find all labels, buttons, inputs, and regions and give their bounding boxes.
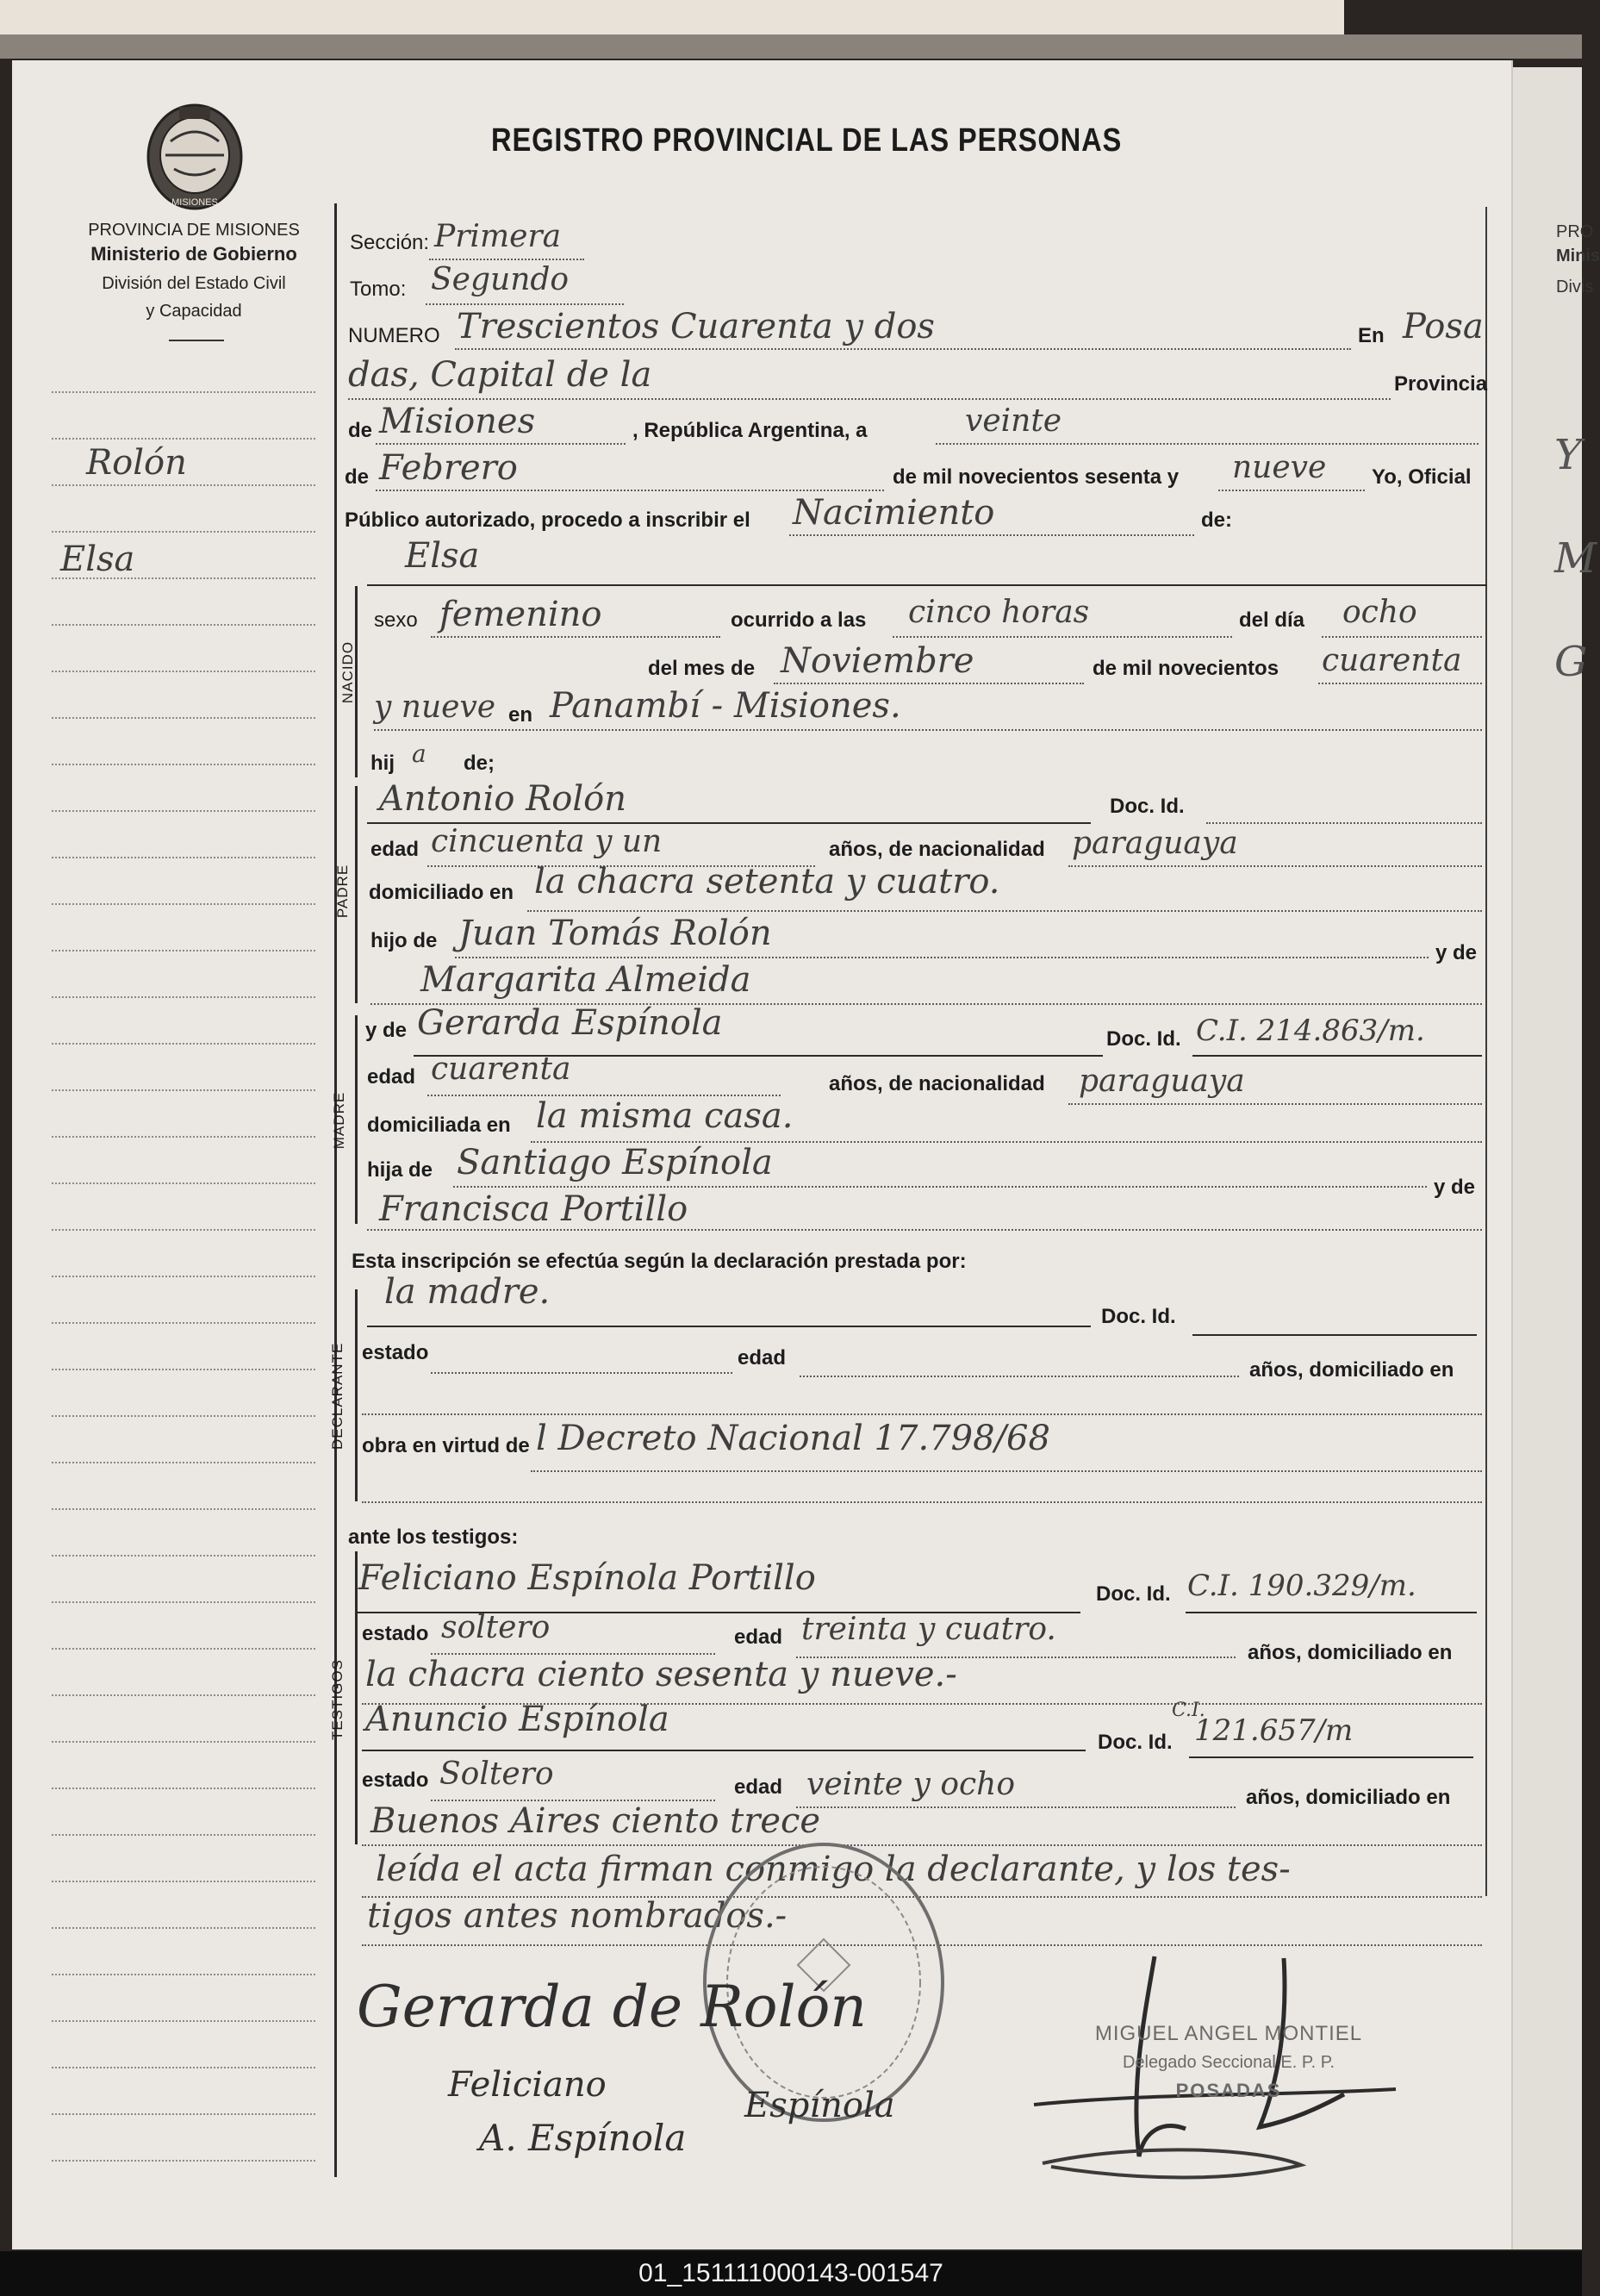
- declarante-dom-label: años, domiciliado en: [1249, 1358, 1454, 1382]
- padre-dom-label: domiciliado en: [369, 881, 514, 904]
- hij-label: hij: [370, 752, 395, 775]
- org-division-2: y Capacidad: [146, 302, 242, 321]
- testigo2-line: [362, 1750, 1086, 1751]
- margin-ruled-line: [52, 391, 315, 393]
- column-divider: [334, 203, 337, 2177]
- nacido-side-label: NACIDO: [339, 640, 356, 704]
- sexo-label: sexo: [374, 608, 418, 632]
- org-ministry: Ministerio de Gobierno: [90, 243, 297, 265]
- padre-nac-label: años, de nacionalidad: [829, 838, 1045, 861]
- margin-ruled-line: [52, 624, 315, 626]
- dia-value: veinte: [965, 403, 1062, 439]
- seccion-value: Primera: [434, 219, 562, 254]
- abuelo-paterno-line: [455, 957, 1429, 958]
- margin-ruled-line: [52, 1741, 315, 1743]
- margin-ruled-line: [52, 1462, 315, 1463]
- testigo1-nombre: Feliciano Espínola Portillo: [358, 1558, 816, 1598]
- testigo2-domicilio: Buenos Aires ciento trece: [370, 1801, 821, 1841]
- abuela-paterna: Margarita Almeida: [420, 960, 751, 1000]
- testigo2-doc: 121.657/m: [1194, 1713, 1354, 1748]
- next-page-hand-3: G: [1554, 638, 1588, 686]
- margin-ruled-line: [52, 531, 315, 533]
- margin-ruled-line: [52, 1648, 315, 1650]
- margin-ruled-line: [52, 1927, 315, 1929]
- margin-ruled-line: [52, 1415, 315, 1417]
- padre-edad: cincuenta y un: [431, 824, 663, 859]
- dia-line: [936, 443, 1479, 445]
- nombre-line: [367, 584, 1487, 586]
- margin-ruled-line: [52, 1276, 315, 1277]
- padre-nac-line: [1068, 865, 1482, 867]
- nombre-value: Elsa: [405, 536, 480, 576]
- margin-ruled-line: [52, 950, 315, 951]
- testigo1-doc-label: Doc. Id.: [1096, 1582, 1171, 1606]
- lugar-line: [374, 729, 1482, 731]
- testigos-side-label: TESTIGOS: [329, 1659, 346, 1740]
- testigo2-estado-label: estado: [362, 1769, 429, 1792]
- next-page-text-1: PRO: [1556, 222, 1594, 241]
- anio-nac-value: cuarenta: [1322, 643, 1462, 678]
- madre-doc-label: Doc. Id.: [1106, 1027, 1181, 1051]
- madre-nombre: Gerarda Espínola: [417, 1003, 723, 1043]
- signature-declarante: Gerarda de Rolón: [357, 1974, 867, 2040]
- abuelo-materno-line: [453, 1186, 1427, 1188]
- margin-ruled-line: [52, 1369, 315, 1370]
- seccion-line: [429, 259, 584, 260]
- org-divider: [169, 340, 224, 341]
- declarante-doc-label: Doc. Id.: [1101, 1305, 1176, 1328]
- margin-ruled-line: [52, 857, 315, 858]
- padre-nombre: Antonio Rolón: [379, 779, 626, 819]
- margin-ruled-line: [52, 1694, 315, 1696]
- del-dia-label: del día: [1239, 608, 1305, 632]
- testigo2-edad-line: [796, 1806, 1236, 1808]
- padre-doc-label: Doc. Id.: [1110, 795, 1185, 818]
- margin-given-name: Elsa: [60, 540, 135, 579]
- abuelo-paterno: Juan Tomás Rolón: [458, 914, 772, 953]
- testigo2-doc-prefix: C.I.: [1172, 1700, 1205, 1721]
- de-colon-label: de:: [1201, 508, 1232, 532]
- margin-ruled-line: [52, 810, 315, 812]
- tomo-label: Tomo:: [350, 278, 407, 301]
- tomo-value: Segundo: [431, 262, 570, 297]
- declarante-bracket: [355, 1289, 358, 1501]
- acto-line: [789, 534, 1194, 536]
- en-lugar-label: en: [508, 703, 533, 727]
- sexo-value: femenino: [439, 595, 602, 634]
- margin-ruled-line: [52, 438, 315, 440]
- next-page-hand-1: Y: [1554, 431, 1582, 479]
- right-border: [1485, 207, 1487, 1896]
- provincia-label: Provincia: [1394, 372, 1488, 396]
- margin-ruled-line: [52, 2020, 315, 2022]
- madre-doc-line: [1192, 1055, 1482, 1057]
- hija-de-label: hija de: [367, 1158, 433, 1182]
- abuela-materna: Francisca Portillo: [379, 1189, 688, 1229]
- anio-line: [1218, 490, 1365, 491]
- tomo-line: [426, 303, 624, 305]
- testigo2-nombre: Anuncio Espínola: [365, 1700, 669, 1739]
- margin-ruled-line: [52, 1974, 315, 1975]
- abuelo-materno: Santiago Espínola: [457, 1143, 773, 1182]
- padre-side-label: PADRE: [334, 864, 351, 919]
- padre-nacionalidad: paraguaya: [1072, 826, 1238, 861]
- declarante-side-label: DECLARANTE: [329, 1342, 346, 1450]
- hora-value: cinco horas: [908, 595, 1090, 630]
- declarante-dom-line: [362, 1413, 1482, 1415]
- provincia-value: Misiones: [379, 402, 536, 441]
- signature-testigo1-a: Feliciano: [448, 2065, 607, 2105]
- margin-surname: Rolón: [86, 443, 187, 483]
- margin-ruled-line: [52, 1601, 315, 1603]
- padre-doc-line: [1206, 822, 1482, 824]
- madre-doc: C.I. 214.863/m.: [1196, 1014, 1425, 1048]
- margin-ruled-line: [52, 671, 315, 672]
- y-de-label: y de: [1435, 941, 1478, 964]
- declarante-estado-label: estado: [362, 1341, 429, 1364]
- acto-value: Nacimiento: [793, 493, 995, 533]
- madre-domicilio: la misma casa.: [536, 1096, 794, 1136]
- testigo1-doc-line: [1186, 1612, 1477, 1613]
- mes-nac-value: Noviembre: [781, 641, 974, 681]
- margin-ruled-line: [52, 2067, 315, 2068]
- hora-line: [893, 636, 1232, 638]
- signature-testigo1-b: Espínola: [744, 2086, 895, 2125]
- margin-ruled-line: [52, 1136, 315, 1138]
- y-de-madre-label: y de: [365, 1019, 408, 1042]
- seal-text: MISIONES: [171, 197, 218, 208]
- margin-ruled-line: [52, 484, 315, 486]
- city-continued: das, Capital de la: [348, 355, 652, 395]
- margin-ruled-line: [52, 1043, 315, 1045]
- de-mil-nov-label: de mil novecientos: [1093, 657, 1279, 680]
- next-page-text-2: Minis: [1556, 246, 1600, 265]
- signature-testigo2: A. Espínola: [479, 2117, 687, 2159]
- official-name: MIGUEL ANGEL MONTIEL: [1094, 2022, 1363, 2045]
- testigo2-estado: Soltero: [439, 1756, 554, 1792]
- testigo2-edad: veinte y ocho: [806, 1767, 1016, 1802]
- official-city: POSADAS: [1175, 2080, 1282, 2101]
- de2-label: de: [345, 465, 370, 489]
- yo-oficial-label: Yo, Oficial: [1372, 465, 1472, 489]
- madre-nac-line: [1068, 1103, 1482, 1105]
- margin-ruled-line: [52, 717, 315, 719]
- testigo2-doc-label: Doc. Id.: [1098, 1731, 1173, 1754]
- margin-ruled-line: [52, 2113, 315, 2115]
- padre-bracket: [355, 786, 358, 1003]
- margin-ruled-line: [52, 1881, 315, 1882]
- page-title: REGISTRO PROVINCIAL DE LAS PERSONAS: [491, 122, 1123, 159]
- next-page-hand-2: M: [1554, 534, 1597, 583]
- testigos-bracket: [355, 1551, 358, 1844]
- margin-ruled-line: [52, 1229, 315, 1231]
- binder-edge: [0, 34, 1582, 59]
- madre-side-label: MADRE: [331, 1091, 347, 1150]
- numero-value: Trescientos Cuarenta y dos: [457, 307, 935, 346]
- official-role: Delegado Seccional E. P. P.: [1122, 2053, 1335, 2072]
- de-mil-label: de mil novecientos sesenta y: [893, 465, 1180, 489]
- margin-ruled-line: [52, 903, 315, 905]
- hij-suffix: a: [412, 739, 426, 768]
- obra-line-2: [362, 1501, 1482, 1503]
- next-page-text-3: Divis: [1556, 278, 1594, 296]
- testigo2-doc-line: [1189, 1756, 1473, 1758]
- mes-value: Febrero: [379, 448, 518, 488]
- mes-nac-line: [774, 683, 1084, 684]
- inscripcion-label: Esta inscripción se efectúa según la declaración prestada por:: [352, 1250, 967, 1273]
- anio-nac-line: [1318, 683, 1482, 684]
- obra-label: obra en virtud de: [362, 1434, 530, 1457]
- testigo1-doc: C.I. 190.329/m.: [1187, 1569, 1416, 1603]
- next-page-edge: [1513, 67, 1582, 2249]
- madre-dom-label: domiciliada en: [367, 1114, 511, 1137]
- city-line: [348, 398, 1391, 400]
- testigo1-edad-label: edad: [734, 1625, 783, 1649]
- lugar-value: Panambí - Misiones.: [550, 686, 901, 726]
- declarante-edad-line: [800, 1376, 1239, 1377]
- margin-ruled-line: [52, 1089, 315, 1091]
- margin-ruled-line: [52, 1834, 315, 1836]
- declarante-estado-line: [431, 1372, 732, 1374]
- declarante-edad-label: edad: [738, 1346, 787, 1369]
- madre-bracket: [355, 1015, 358, 1224]
- testigo1-estado-label: estado: [362, 1622, 429, 1645]
- declarante-doc-line: [1192, 1334, 1477, 1336]
- publico-label: Público autorizado, procedo a inscribir el: [345, 508, 750, 532]
- margin-ruled-line: [52, 764, 315, 765]
- dia-nac-value: ocho: [1342, 595, 1417, 630]
- margin-ruled-line: [52, 1555, 315, 1557]
- margin-ruled-line: [52, 1322, 315, 1324]
- obra-line: [531, 1470, 1482, 1472]
- binder-top: [0, 0, 1344, 34]
- madre-nac-label: años, de nacionalidad: [829, 1072, 1045, 1095]
- numero-line: [455, 348, 1351, 350]
- declarante-line: [367, 1326, 1091, 1327]
- provincia-line: [376, 443, 626, 445]
- margin-ruled-line: [52, 1788, 315, 1789]
- y-de-2-label: y de: [1434, 1176, 1476, 1199]
- dia-nac-line: [1322, 636, 1482, 638]
- padre-domicilio: la chacra setenta y cuatro.: [534, 862, 1000, 902]
- margin-ruled-line: [52, 1508, 315, 1510]
- city-value: Posa: [1403, 307, 1484, 346]
- de-semi-label: de;: [464, 752, 495, 775]
- cierre-linea-2: tigos antes nombrados.-: [367, 1896, 788, 1936]
- madre-edad-label: edad: [367, 1065, 416, 1089]
- org-division: División del Estado Civil: [102, 274, 286, 293]
- provincial-seal-icon: [145, 102, 245, 215]
- obra-value: l Decreto Nacional 17.798/68: [536, 1419, 1050, 1458]
- org-province: PROVINCIA DE MISIONES: [88, 221, 300, 240]
- margin-ruled-line: [52, 1182, 315, 1184]
- testigo1-domicilio: la chacra ciento sesenta y nueve.-: [365, 1655, 957, 1694]
- anio-nac-cont: y nueve: [374, 689, 496, 725]
- cierre-linea-1: leída el acta firman conmigo la declarante, y los tes-: [376, 1850, 1291, 1889]
- mes-line: [376, 490, 884, 491]
- anio-value: nueve: [1232, 450, 1327, 485]
- official-stamp: [1030, 2022, 1427, 2102]
- declarante-value: la madre.: [384, 1272, 551, 1312]
- padre-dom-line: [527, 910, 1482, 912]
- ocurrido-label: ocurrido a las: [731, 608, 867, 632]
- republica-label: , República Argentina, a: [632, 419, 868, 442]
- testigo2-dom-label: años, domiciliado en: [1246, 1786, 1451, 1809]
- de-label: de: [348, 419, 373, 442]
- seccion-label: Sección:: [350, 231, 430, 254]
- testigo1-estado: soltero: [441, 1610, 551, 1645]
- numero-label: NUMERO: [348, 324, 440, 347]
- sexo-line: [431, 636, 720, 638]
- en-label: En: [1358, 324, 1385, 347]
- file-id-footer: 01_151111000143-001547: [0, 2251, 1582, 2296]
- madre-edad: cuarenta: [431, 1051, 571, 1087]
- del-mes-label: del mes de: [648, 657, 756, 680]
- abuela-materna-line: [367, 1229, 1482, 1231]
- margin-ruled-line: [52, 996, 315, 998]
- padre-edad-label: edad: [370, 838, 420, 861]
- testigo1-edad: treinta y cuatro.: [801, 1612, 1056, 1647]
- margin-ruled-line: [52, 2160, 315, 2162]
- testigos-label: ante los testigos:: [348, 1525, 519, 1549]
- madre-nacionalidad: paraguaya: [1079, 1064, 1245, 1099]
- testigo2-edad-label: edad: [734, 1775, 783, 1799]
- hijo-de-label: hijo de: [370, 929, 438, 952]
- testigo1-dom-label: años, domiciliado en: [1248, 1641, 1453, 1664]
